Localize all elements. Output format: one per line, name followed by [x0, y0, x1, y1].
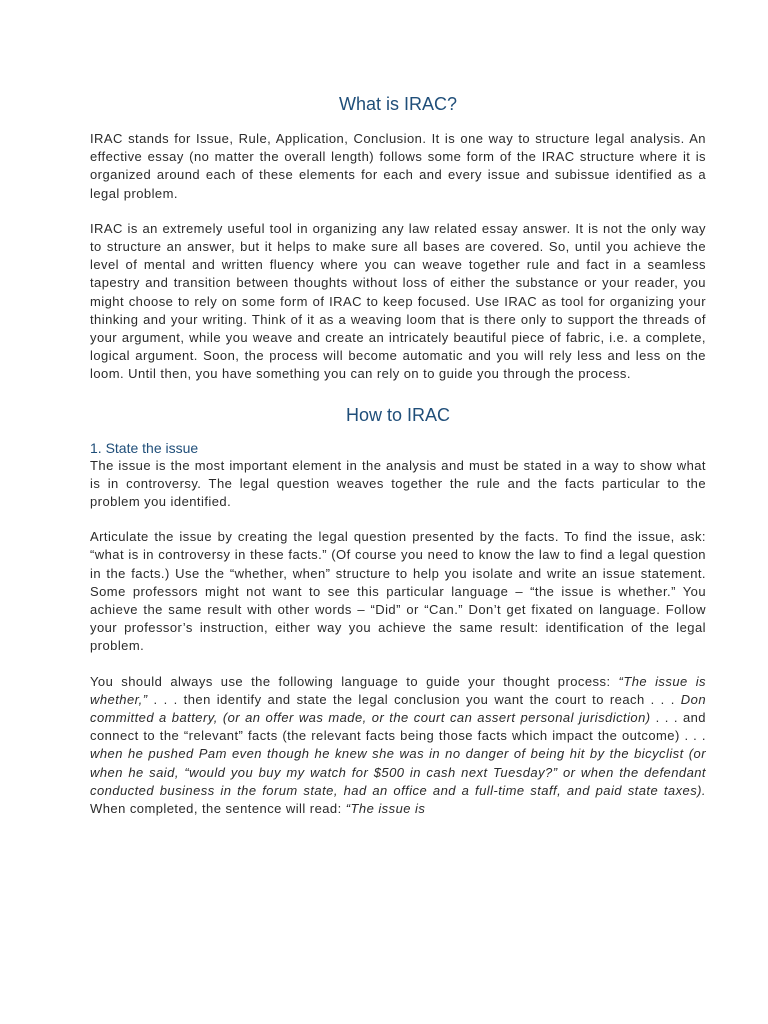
page-title: What is IRAC?	[338, 94, 458, 114]
step-1-heading: 1. State the issue	[90, 439, 199, 456]
italic-segment: “The issue is	[345, 801, 426, 817]
text-segment: . . . then identify and state the legal conclusion you want the court to reach . . .	[147, 691, 681, 707]
irac-tool-paragraph: IRAC is an extremely useful tool in organizing any law related essay answer. It is not the only way to structure an answer, but it helps to make sure all bases are covered. So, until you achieve the level of mental and written fluency where you can weave together rule and fact in a seamless tapestry and transition between thoughts without loss of either the substance or your reader, you might choose to rely on some form of IRAC to keep focused. Use IRAC as tool for organizing your thinking and your writing. Think of it as a weaving loom that is there only to support the threads of your argument, while you weave and create an intricately beautiful piece of fabric, i.e. a complete, logical argument. Soon, the process will become automatic and you will rely less and less on the loom. Until then, you have something you can rely on to guide you through the process.	[90, 220, 706, 382]
text-segment: When completed, the sentence will read:	[90, 801, 346, 817]
italic-segment: when he pushed Pam even though he knew she was in no danger of being hit by the bicyclist (or when he said, “would you buy my watch for $500 in cash next Tuesday?” or when the defendant conducted business in the forum state, had an office and a full-time staff, and paid state taxes).	[90, 746, 706, 798]
language-guide-paragraph	[90, 673, 706, 819]
italic-segment: Don committed a battery, (or an offer was made, or the court can assert personal jurisdiction)	[90, 691, 706, 726]
italic-segment: “The issue is whether,”	[90, 673, 706, 707]
how-to-heading: How to IRAC	[345, 404, 451, 425]
articulate-issue-paragraph: Articulate the issue by creating the legal question presented by the facts. To find the issue, ask: “what is in controversy in these facts.” (Of course you need to know the law to find a legal question in the facts.) Use the “whether, when” structure to help you isolate and write an issue statement. Some professors might not want to see this particular language – “the issue is whether.” You achieve the same result with other words – “Did” or “Can.” Don’t get fixated on language. Follow your professor’s instruction, either way you achieve the same result: identification of the legal problem.	[90, 529, 706, 654]
issue-importance-paragraph: The issue is the most important element in the analysis and must be stated in a way to show what is in controversy. The legal question weaves together the rule and the facts particular to the problem you identified.	[90, 457, 706, 510]
text-segment: . . . and connect to the “relevant” facts (the relevant facts being those facts which impact the outcome) . . .	[90, 710, 706, 744]
text-segment: You should always use the following language to guide your thought process:	[90, 673, 619, 689]
intro-paragraph: IRAC stands for Issue, Rule, Application, Conclusion. It is one way to structure legal analysis. An effective essay (no matter the overall length) follows some form of the IRAC structure where it is organized around each of these elements for each and every issue and subissue identified as a legal problem.	[90, 131, 706, 201]
